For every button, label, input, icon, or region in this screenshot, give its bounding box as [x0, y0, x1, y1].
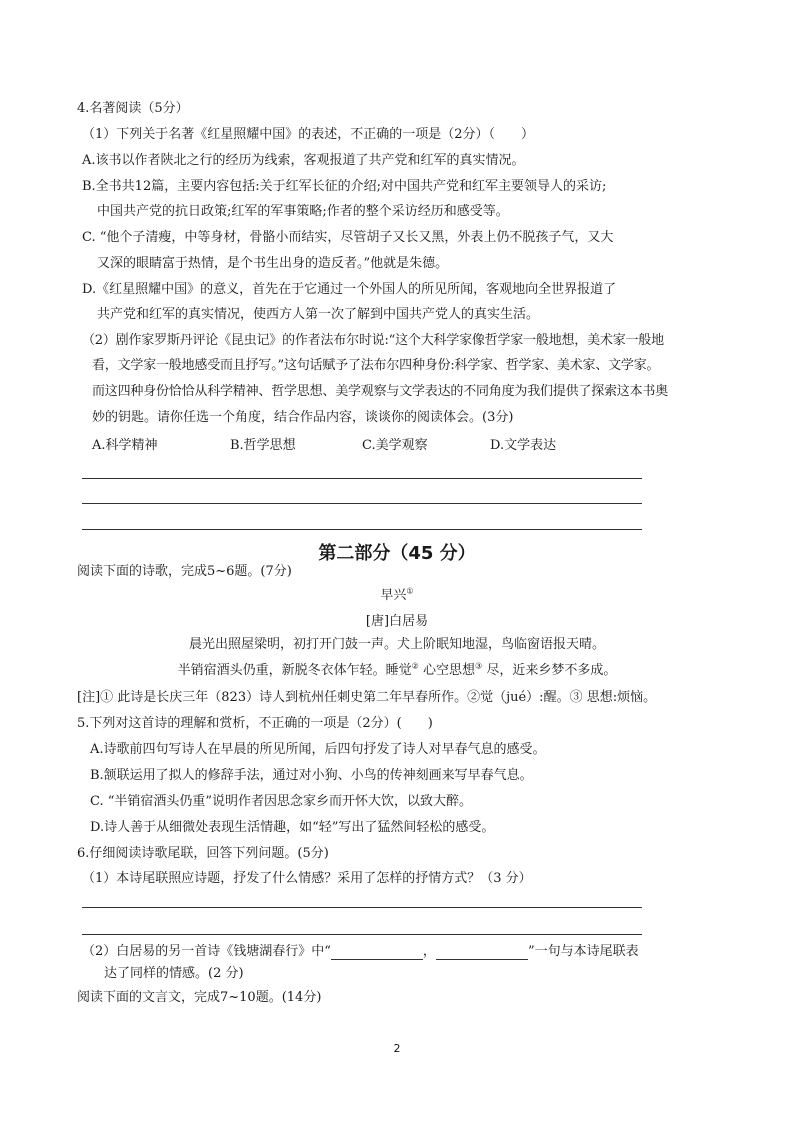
q6-sub2-line1 [82, 944, 639, 960]
q5-option-b: B.颔联运用了拟人的修辞手法，通过对小狗、小鸟的传神刻画来写早春气息。 [90, 768, 533, 783]
q6-sub2-text-b: ， [422, 944, 436, 959]
q4-choice-d: D.文学表达 [490, 438, 557, 453]
poem-title-footnote-mark: ① [406, 586, 414, 596]
q4-sub2-line3: 而这四种身份恰恰从科学精神、哲学思想、美学观察与文学表达的不同角度为我们提供了探索这本书奥 [92, 384, 669, 399]
answer-line[interactable] [82, 529, 642, 530]
q6-sub2-text-a: （2）白居易的另一首诗《钱塘湖春行》中“ [82, 944, 331, 959]
q6-sub2-text-c: ”一句与本诗尾联表 [527, 944, 639, 959]
poem-line-2-part3: 尽，近来乡梦不多成。 [486, 663, 617, 678]
q4-sub2-line2: 看，文学家一般地感受而且抒写。”这句话赋予了法布尔四种身份:科学家、哲学家、美术家、文学家。 [92, 358, 660, 373]
poem-line-1: 晨光出照屋梁明，初打开门鼓一声。犬上阶眠知地湿，鸟临窗语报天晴。 [188, 637, 605, 652]
q4-option-c-line2: 又深的眼睛富于热情，是个书生出身的造反者。”他就是朱德。 [97, 256, 449, 271]
q4-option-a: A.该书以作者陕北之行的经历为线索，客观报道了共产党和红军的真实情况。 [82, 153, 525, 168]
q6-sub2-line2: 达了同样的情感。(2 分) [104, 966, 244, 981]
fill-blank-2[interactable] [436, 947, 528, 960]
q5-title: 5.下列对这首诗的理解和赏析，不正确的一项是（2分）( ) [77, 716, 433, 731]
q4-option-b-line1: B.全书共12篇，主要内容包括:关于红军长征的介绍;对中国共产党和红军主要领导人的采访; [82, 179, 607, 194]
q6-sub1-prompt: （1）本诗尾联照应诗题，抒发了什么情感？采用了怎样的抒情方式？（3 分） [82, 871, 532, 886]
footnote-mark-3: ③ [475, 661, 483, 671]
poem-author: [唐]白居易 [365, 614, 429, 629]
poem-line-2-part2: 心空思想 [422, 663, 475, 678]
q4-sub2-line4: 妙的钥匙。请你任选一个角度，结合作品内容，谈谈你的阅读体会。(3分) [92, 410, 514, 425]
classical-text-instructions: 阅读下面的文言文，完成7~10题。(14分) [77, 990, 322, 1005]
q6-title: 6.仔细阅读诗歌尾联，回答下列问题。(5分) [77, 846, 329, 861]
q4-option-b-line2: 中国共产党的抗日政策;红军的军事策略;作者的整个采访经历和感受等。 [97, 204, 509, 219]
poem-instructions: 阅读下面的诗歌，完成5~6题。(7分) [77, 564, 292, 579]
q4-sub2-line1: （2）剧作家罗斯丹评论《昆虫记》的作者法布尔时说:“这个大科学家像哲学家一般地想，美术家一般地 [82, 333, 664, 348]
q4-choice-c: C.美学观察 [362, 438, 428, 453]
q4-title: 4.名著阅读（5分） [77, 101, 189, 116]
q4-choice-a: A.科学精神 [92, 438, 158, 453]
section-heading: 第二部分（45 分） [318, 543, 476, 564]
fill-blank-1[interactable] [331, 947, 423, 960]
page-number: 2 [393, 1042, 401, 1055]
q4-choice-b: B.哲学思想 [230, 438, 296, 453]
answer-line[interactable] [82, 503, 642, 504]
poem-footnote: [注]① 此诗是长庆三年（823）诗人到杭州任刺史第二年早春所作。②觉（jué）:醒。③ 思想:烦恼。 [77, 690, 657, 705]
answer-line[interactable] [82, 934, 642, 935]
q5-option-d: D.诗人善于从细微处表现生活情趣，如“轻”写出了猛然间轻松的感受。 [90, 820, 495, 835]
q4-option-d-line2: 共产党和红军的真实情况，使西方人第一次了解到中国共产党人的真实生活。 [97, 307, 540, 322]
poem-line-2-part1: 半销宿酒头仍重，新脱冬衣体乍轻。睡觉 [177, 663, 412, 678]
answer-line[interactable] [82, 907, 642, 908]
q4-option-c-line1: C. “他个子清瘦，中等身材，骨骼小而结实，尽管胡子又长又黑，外表上仍不脱孩子气，又大 [82, 230, 614, 245]
q5-option-a: A.诗歌前四句写诗人在早晨的所见所闻，后四句抒发了诗人对早春气息的感受。 [90, 742, 546, 757]
poem-line-2 [0, 663, 794, 679]
q5-option-c: C. “半销宿酒头仍重”说明作者因思念家乡而开怀大饮，以致大醉。 [90, 794, 473, 809]
footnote-mark-2: ② [411, 661, 419, 671]
answer-line[interactable] [82, 478, 642, 479]
q4-sub1-prompt: （1）下列关于名著《红星照耀中国》的表述，不正确的一项是（2分）（ ） [82, 127, 535, 142]
poem-title [0, 588, 794, 604]
poem-title-text: 早兴 [380, 588, 407, 603]
q4-option-d-line1: D.《红星照耀中国》的意义，首先在于它通过一个外国人的所见所闻，客观地向全世界报道了 [82, 282, 617, 297]
